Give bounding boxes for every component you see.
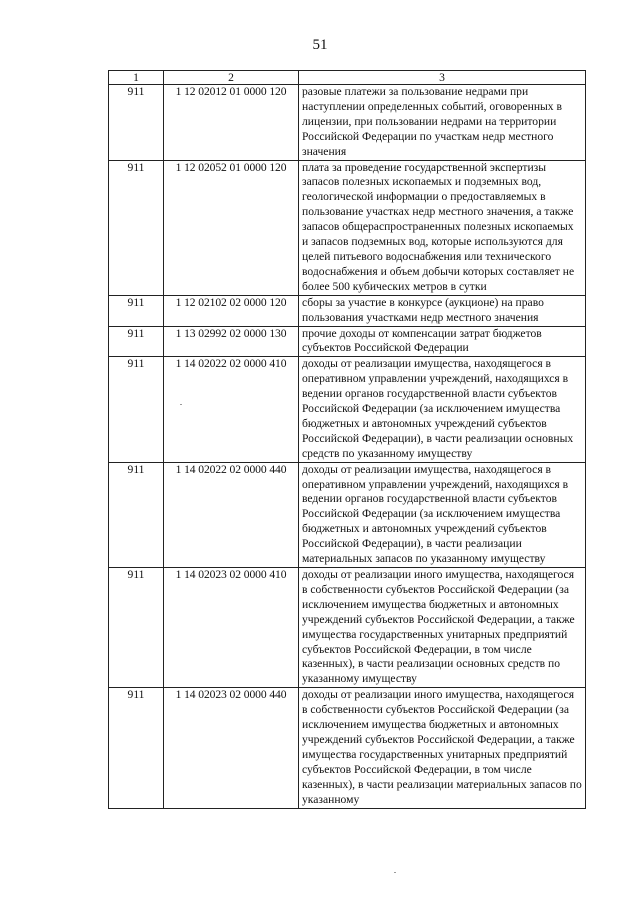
revenue-code-cell: 1 14 02022 02 0000 440 <box>164 462 299 567</box>
description-cell: плата за проведение государственной экспертизы запасов полезных ископаемых и подземных вод, геологической информации о предоставляемых в пользование участках недр местного значения, а также запасов общераспространенных полезных ископаемых и запасов подземных вод, которые используются для целей питьевого водоснабжения или технического водоснабжения и объем добычи которых составляет не более 500 кубических метров в сутки <box>299 160 586 295</box>
table-row <box>109 357 586 462</box>
revenue-codes-table <box>108 70 586 809</box>
description-cell: разовые платежи за пользование недрами при наступлении определенных событий, оговоренных в лицензии, при пользовании недрами на территории Российской Федерации по участкам недр местного значения <box>299 85 586 161</box>
revenue-code-cell: 1 13 02992 02 0000 130 <box>164 326 299 357</box>
description-cell: доходы от реализации иного имущества, находящегося в собственности субъектов Российской Федерации (за исключением имущества бюджетных и автономных учреждений субъектов Российской Федерации, а также имущества государственных унитарных предприятий субъектов Российской Федерации, в том числе казенных), в части реализации основных средств по указанному имуществу <box>299 568 586 688</box>
revenue-code-cell: 1 12 02102 02 0000 120 <box>164 295 299 326</box>
revenue-code-cell: 1 12 02052 01 0000 120 <box>164 160 299 295</box>
revenue-code-cell: 1 12 02012 01 0000 120 <box>164 85 299 161</box>
description-cell: доходы от реализации имущества, находящегося в оперативном управлении учреждений, находящихся в ведении органов государственной власти субъектов Российской Федерации (за исключением имущества бюджетных и автономных учреждений субъектов Российской Федерации), в части реализации основных средств по указанному имуществу <box>299 357 586 462</box>
table-row <box>109 568 586 688</box>
table-row <box>109 326 586 357</box>
table-row <box>109 462 586 567</box>
table-row <box>109 160 586 295</box>
scan-speck <box>394 872 396 873</box>
admin-code-cell: 911 <box>109 326 164 357</box>
description-cell: доходы от реализации иного имущества, находящегося в собственности субъектов Российской Федерации (за исключением имущества бюджетных и автономных учреждений субъектов Российской Федерации, а также имущества государственных унитарных предприятий субъектов Российской Федерации, в том числе казенных), в части реализации материальных запасов по указанному <box>299 688 586 808</box>
admin-code-cell: 911 <box>109 160 164 295</box>
description-cell: доходы от реализации имущества, находящегося в оперативном управлении учреждений, находящихся в ведении органов государственной власти субъектов Российской Федерации (за исключением имущества бюджетных и автономных учреждений субъектов Российской Федерации), в части реализации материальных запасов по указанному имуществу <box>299 462 586 567</box>
page-number: 51 <box>312 37 328 53</box>
table-header-row <box>109 71 586 85</box>
revenue-code-cell: 1 14 02023 02 0000 410 <box>164 568 299 688</box>
column-header-1: 1 <box>109 71 164 85</box>
admin-code-cell: 911 <box>109 295 164 326</box>
admin-code-cell: 911 <box>109 462 164 567</box>
admin-code-cell: 911 <box>109 85 164 161</box>
table-row <box>109 688 586 808</box>
revenue-code-cell: 1 14 02022 02 0000 410 <box>164 357 299 462</box>
description-cell: сборы за участие в конкурсе (аукционе) на право пользования участками недр местного значения <box>299 295 586 326</box>
description-cell: прочие доходы от компенсации затрат бюджетов субъектов Российской Федерации <box>299 326 586 357</box>
column-header-3: 3 <box>299 71 586 85</box>
column-header-2: 2 <box>164 71 299 85</box>
table-row <box>109 85 586 161</box>
admin-code-cell: 911 <box>109 357 164 462</box>
revenue-code-cell: 1 14 02023 02 0000 440 <box>164 688 299 808</box>
admin-code-cell: 911 <box>109 568 164 688</box>
table-row <box>109 295 586 326</box>
admin-code-cell: 911 <box>109 688 164 808</box>
scan-speck <box>180 404 182 405</box>
